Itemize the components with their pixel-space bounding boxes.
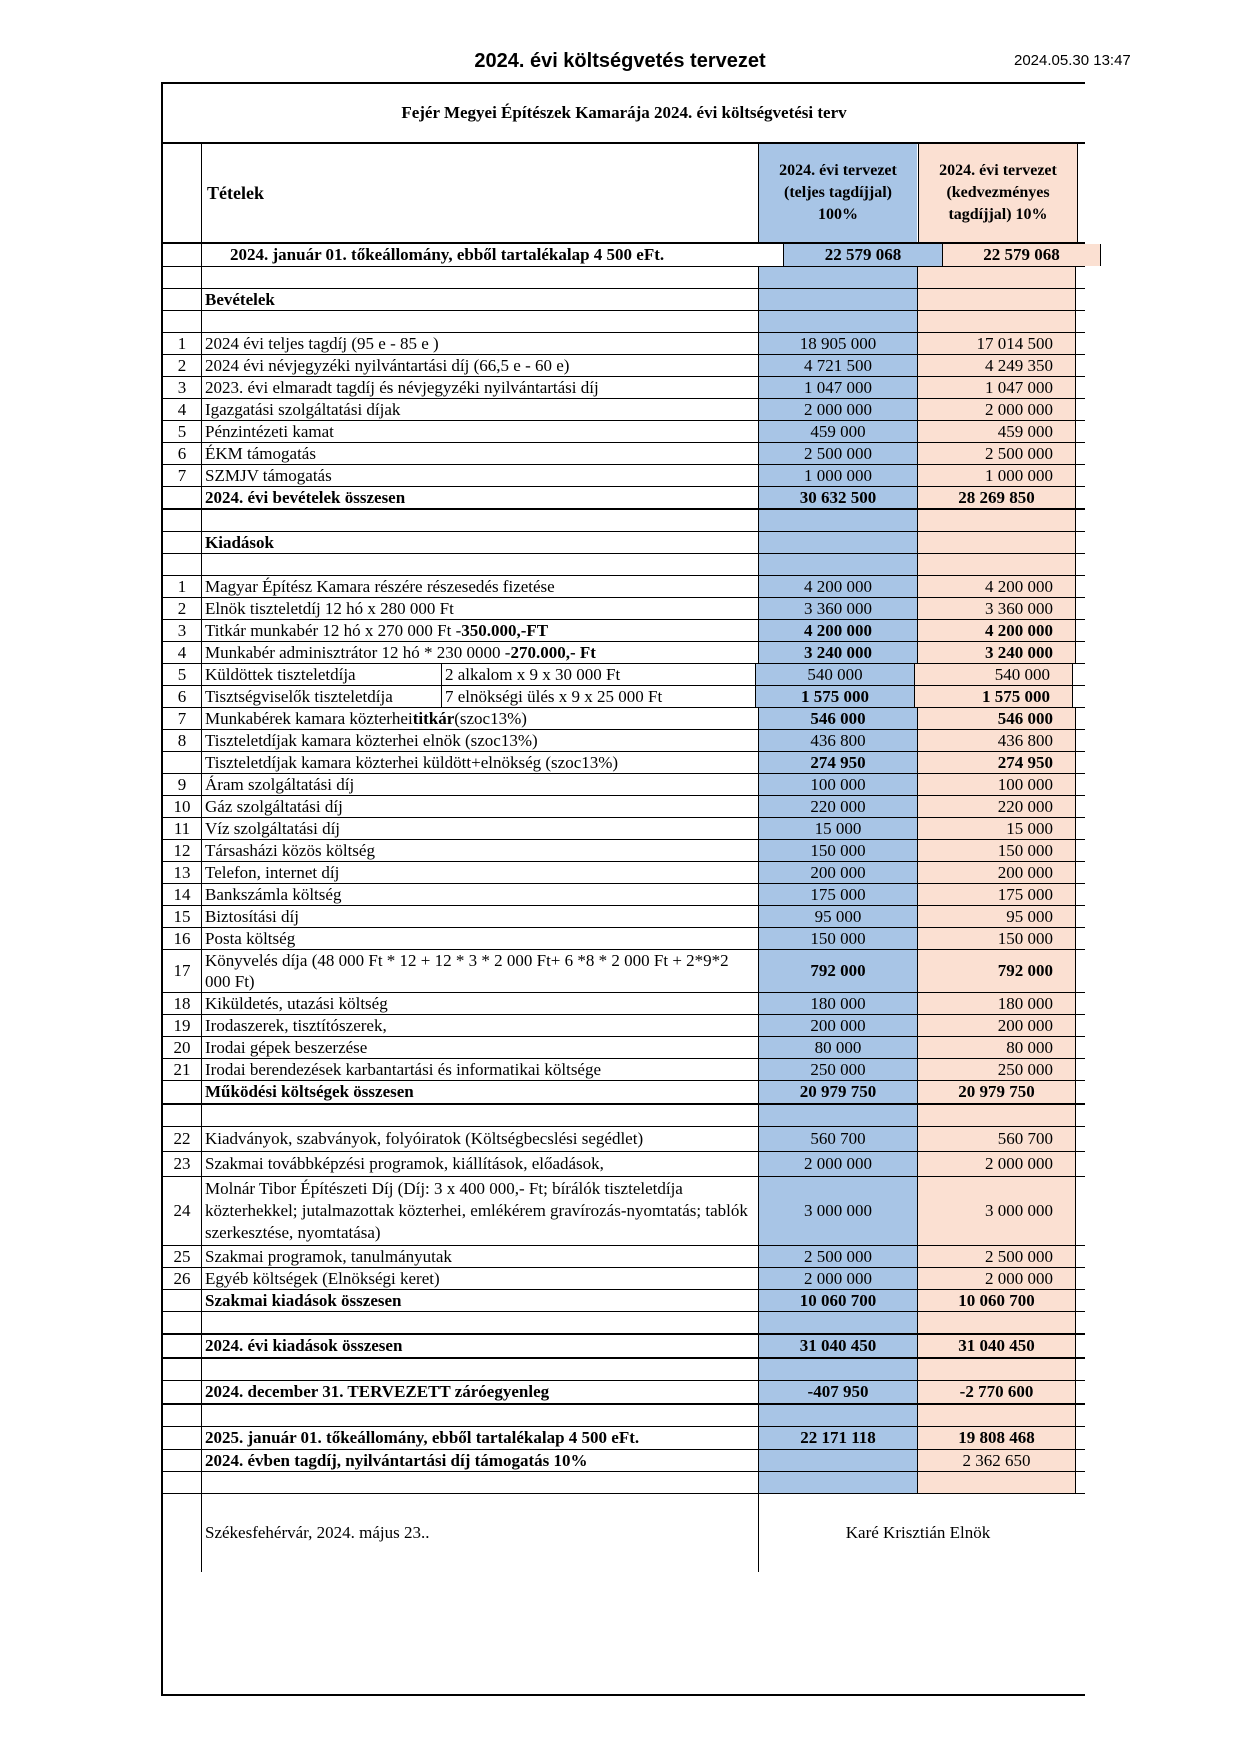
value-discount: 175 000	[918, 884, 1076, 905]
value-full	[759, 532, 918, 553]
row-number: 5	[163, 421, 202, 442]
row-label-detail: 7 elnökségi ülés x 9 x 25 000 Ft	[445, 686, 663, 706]
row-label	[202, 664, 756, 685]
row-number	[163, 1359, 202, 1380]
row-label: Víz szolgáltatási díj	[202, 818, 759, 839]
value-full: 250 000	[759, 1059, 918, 1080]
value-full: 10 060 700	[759, 1290, 918, 1311]
row-number: 12	[163, 840, 202, 861]
value-full: 3 360 000	[759, 598, 918, 619]
row-label-bold: titkár	[412, 708, 455, 728]
value-discount: 200 000	[918, 862, 1076, 883]
row-number: 17	[163, 950, 202, 992]
value-full: 459 000	[759, 421, 918, 442]
value-discount: 22 579 068	[943, 244, 1101, 266]
table-row	[163, 1015, 1085, 1037]
table-row	[163, 906, 1085, 928]
value-full: 2 500 000	[759, 443, 918, 464]
table-row	[163, 333, 1085, 355]
header-num-cell	[163, 144, 202, 242]
row-number: 2	[163, 355, 202, 376]
value-full: 150 000	[759, 928, 918, 949]
row-number	[163, 1405, 202, 1426]
row-label: ÉKM támogatás	[202, 443, 759, 464]
value-discount: 19 808 468	[918, 1427, 1076, 1449]
value-discount	[918, 1312, 1076, 1333]
table-row	[163, 950, 1085, 993]
value-discount: 10 060 700	[918, 1290, 1076, 1311]
blank-row	[163, 1312, 1085, 1335]
value-full: 1 047 000	[759, 377, 918, 398]
value-full: 200 000	[759, 862, 918, 883]
row-label: Molnár Tibor Építészeti Díj (Díj: 3 x 400 000,- Ft; bírálók tiszteletdíja közterhekkel; jutalmazottak közterhei, emlékérem gravírozás-nyomtatás; tablók szerkesztése, nyomtatása)	[202, 1177, 759, 1245]
table-row	[163, 1268, 1085, 1290]
value-full: -407 950	[759, 1381, 918, 1403]
table-row	[163, 399, 1085, 421]
row-label: 2024. évben tagdíj, nyilvántartási díj támogatás 10%	[202, 1450, 759, 1471]
value-discount: 1 575 000	[915, 686, 1073, 707]
header-col-full: 2024. évi tervezet (teljes tagdíjjal) 100%	[758, 144, 917, 242]
row-label: Bankszámla költség	[202, 884, 759, 905]
value-discount	[918, 289, 1076, 310]
value-full: 4 200 000	[759, 576, 918, 597]
value-discount: 3 240 000	[918, 642, 1076, 663]
value-discount: 28 269 850	[918, 487, 1076, 508]
value-full: 95 000	[759, 906, 918, 927]
value-discount: 20 979 750	[918, 1081, 1076, 1103]
table-row	[163, 840, 1085, 862]
value-discount: 546 000	[918, 708, 1076, 729]
row-number: 15	[163, 906, 202, 927]
row-number: 26	[163, 1268, 202, 1289]
value-full: 22 171 118	[759, 1427, 918, 1449]
value-full: 436 800	[759, 730, 918, 751]
value-full	[759, 289, 918, 310]
value-discount: 150 000	[918, 928, 1076, 949]
row-label-bold: 270.000,- Ft	[510, 642, 596, 662]
row-number: 6	[163, 443, 202, 464]
page-title: 2024. évi költségvetés tervezet	[474, 50, 766, 72]
row-number	[163, 1381, 202, 1403]
row-label: Kiküldetés, utazási költség	[202, 993, 759, 1014]
value-discount	[918, 532, 1076, 553]
row-number	[163, 1472, 202, 1493]
place-date: Székesfehérvár, 2024. május 23..	[202, 1494, 759, 1572]
row-number: 9	[163, 774, 202, 795]
value-full: 274 950	[759, 752, 918, 773]
row-label: Irodai berendezések karbantartási és informatikai költsége	[202, 1059, 759, 1080]
print-timestamp: 2024.05.30 13:47	[1014, 52, 1131, 69]
table-row	[163, 1127, 1085, 1152]
income-total-row	[163, 487, 1085, 510]
value-full: 15 000	[759, 818, 918, 839]
row-label: 2024. december 31. TERVEZETT záróegyenleg	[202, 1381, 759, 1403]
row-number	[163, 532, 202, 553]
row-label: Tiszteletdíjak kamara közterhei küldött+elnökség (szoc13%)	[202, 752, 759, 773]
row-number: 3	[163, 620, 202, 641]
value-discount: 2 500 000	[918, 1246, 1076, 1267]
table-row	[163, 862, 1085, 884]
table-row	[163, 1246, 1085, 1268]
value-discount	[918, 1405, 1076, 1426]
value-full: 3 000 000	[759, 1177, 918, 1245]
row-label-main: Tisztségviselők tiszteletdíja	[202, 686, 442, 707]
value-full: 560 700	[759, 1127, 918, 1151]
value-full: 2 000 000	[759, 1268, 918, 1289]
row-label-bold: 350.000,-FT	[461, 620, 549, 640]
row-number: 20	[163, 1037, 202, 1058]
row-number	[163, 1335, 202, 1357]
value-discount: 1 000 000	[918, 465, 1076, 486]
blank-row	[163, 1472, 1085, 1494]
row-label: Áram szolgáltatási díj	[202, 774, 759, 795]
row-label: Társasházi közös költség	[202, 840, 759, 861]
row-number	[163, 1105, 202, 1126]
value-full: 200 000	[759, 1015, 918, 1036]
table-row	[163, 1152, 1085, 1177]
row-label	[202, 554, 759, 575]
value-full	[759, 1312, 918, 1333]
table-row	[163, 620, 1085, 642]
blank-row	[163, 311, 1085, 333]
opening-balance-row	[163, 244, 1085, 267]
value-full: 175 000	[759, 884, 918, 905]
row-number: 18	[163, 993, 202, 1014]
footer-num-cell	[163, 1494, 202, 1572]
row-label: 2024. évi kiadások összesen	[202, 1335, 759, 1357]
value-full: 540 000	[756, 664, 915, 685]
value-discount	[918, 1472, 1076, 1493]
value-discount: 459 000	[918, 421, 1076, 442]
row-label: Könyvelés díja (48 000 Ft * 12 + 12 * 3 * 2 000 Ft+ 6 *8 * 2 000 Ft + 2*9*2 000 Ft)	[202, 950, 759, 992]
value-discount: 2 362 650	[918, 1450, 1076, 1471]
row-number: 23	[163, 1152, 202, 1176]
row-label: 2025. január 01. tőkeállomány, ebből tartalékalap 4 500 eFt.	[202, 1427, 759, 1449]
row-number	[163, 510, 202, 531]
section-heading-income	[163, 289, 1085, 311]
org-title: Fejér Megyei Építészek Kamarája 2024. évi költségvetési terv	[163, 84, 1085, 144]
signature: Karé Krisztián Elnök	[845, 1523, 991, 1542]
row-number: 1	[163, 333, 202, 354]
row-number: 24	[163, 1177, 202, 1245]
row-number: 8	[163, 730, 202, 751]
expense-total-row	[163, 1335, 1085, 1359]
value-full	[759, 1359, 918, 1380]
budget-sheet	[161, 82, 1085, 1696]
table-row	[163, 752, 1085, 774]
value-full: 100 000	[759, 774, 918, 795]
row-number	[163, 1450, 202, 1471]
value-discount	[918, 1359, 1076, 1380]
value-discount: 274 950	[918, 752, 1076, 773]
row-label	[202, 1105, 759, 1126]
row-label	[202, 267, 759, 288]
table-row	[163, 421, 1085, 443]
value-full	[759, 311, 918, 332]
value-discount: 220 000	[918, 796, 1076, 817]
row-label: Működési költségek összesen	[202, 1081, 759, 1103]
value-discount: 4 249 350	[918, 355, 1076, 376]
row-label: Titkár munkabér 12 hó x 270 000 Ft - 350.000,-FT	[202, 620, 759, 641]
table-row	[163, 355, 1085, 377]
budget-table-body	[163, 242, 1085, 1572]
table-row	[163, 818, 1085, 840]
value-full	[759, 1450, 918, 1471]
value-full: 4 721 500	[759, 355, 918, 376]
row-number: 10	[163, 796, 202, 817]
header-items-label: Tételek	[207, 183, 264, 203]
value-full: 220 000	[759, 796, 918, 817]
row-label: 2024 évi teljes tagdíj (95 e - 85 e )	[202, 333, 759, 354]
row-label	[202, 510, 759, 531]
value-discount: 200 000	[918, 1015, 1076, 1036]
table-row	[163, 774, 1085, 796]
value-full: 2 000 000	[759, 399, 918, 420]
value-discount: 2 000 000	[918, 1268, 1076, 1289]
value-full	[759, 554, 918, 575]
value-discount: 17 014 500	[918, 333, 1076, 354]
value-discount: 180 000	[918, 993, 1076, 1014]
row-label: Kiadások	[202, 532, 759, 553]
row-number: 6	[163, 686, 202, 707]
row-label: Szakmai programok, tanulmányutak	[202, 1246, 759, 1267]
blank-row	[163, 267, 1085, 289]
row-number: 4	[163, 642, 202, 663]
support-row	[163, 1450, 1085, 1472]
blank-row	[163, 1105, 1085, 1127]
table-row	[163, 576, 1085, 598]
row-label: Telefon, internet díj	[202, 862, 759, 883]
row-label: Bevételek	[202, 289, 759, 310]
value-discount: 3 360 000	[918, 598, 1076, 619]
table-row	[163, 642, 1085, 664]
row-number: 21	[163, 1059, 202, 1080]
value-full: 792 000	[759, 950, 918, 992]
value-discount	[918, 311, 1076, 332]
row-number: 22	[163, 1127, 202, 1151]
row-label: Pénzintézeti kamat	[202, 421, 759, 442]
row-number: 19	[163, 1015, 202, 1036]
row-number: 13	[163, 862, 202, 883]
table-row	[163, 993, 1085, 1015]
value-full	[759, 510, 918, 531]
value-discount	[918, 554, 1076, 575]
value-full: 2 500 000	[759, 1246, 918, 1267]
row-label: 2024 évi névjegyzéki nyilvántartási díj (66,5 e - 60 e)	[202, 355, 759, 376]
value-full: 180 000	[759, 993, 918, 1014]
row-number: 16	[163, 928, 202, 949]
row-number	[163, 267, 202, 288]
value-discount: 150 000	[918, 840, 1076, 861]
row-number: 5	[163, 664, 202, 685]
table-row	[163, 1177, 1085, 1246]
row-label	[202, 1405, 759, 1426]
row-number: 7	[163, 708, 202, 729]
row-label: Munkabér adminisztrátor 12 hó * 230 0000 - 270.000,- Ft	[202, 642, 759, 663]
value-discount: 4 200 000	[918, 576, 1076, 597]
value-full: 30 632 500	[759, 487, 918, 508]
row-label: Irodaszerek, tisztítószerek,	[202, 1015, 759, 1036]
value-discount: 100 000	[918, 774, 1076, 795]
blank-row	[163, 1359, 1085, 1381]
closing-balance-row	[163, 1381, 1085, 1405]
value-discount: 3 000 000	[918, 1177, 1076, 1245]
row-label: SZMJV támogatás	[202, 465, 759, 486]
row-label-main: Küldöttek tiszteletdíja	[202, 664, 442, 685]
value-discount: 792 000	[918, 950, 1076, 992]
row-label: Biztosítási díj	[202, 906, 759, 927]
value-full	[759, 1405, 918, 1426]
row-number	[163, 1312, 202, 1333]
row-number: 25	[163, 1246, 202, 1267]
table-row	[163, 686, 1085, 708]
value-full: 18 905 000	[759, 333, 918, 354]
row-label: Igazgatási szolgáltatási díjak	[202, 399, 759, 420]
value-discount: 1 047 000	[918, 377, 1076, 398]
row-label: Kiadványok, szabványok, folyóiratok (Költségbecslési segédlet)	[202, 1127, 759, 1151]
value-discount	[918, 1105, 1076, 1126]
table-row	[163, 377, 1085, 399]
value-full	[759, 1472, 918, 1493]
value-full: 546 000	[759, 708, 918, 729]
value-discount	[918, 267, 1076, 288]
row-label	[202, 1472, 759, 1493]
section-heading-expenses	[163, 532, 1085, 554]
table-row	[163, 928, 1085, 950]
operating-total-row	[163, 1081, 1085, 1105]
row-number	[163, 311, 202, 332]
value-discount: 2 000 000	[918, 399, 1076, 420]
row-label	[202, 686, 756, 707]
row-number: 14	[163, 884, 202, 905]
table-row	[163, 1037, 1085, 1059]
blank-row	[163, 554, 1085, 576]
value-full: 1 575 000	[756, 686, 915, 707]
row-number: 2	[163, 598, 202, 619]
row-number	[163, 289, 202, 310]
row-label	[202, 1312, 759, 1333]
value-discount: 560 700	[918, 1127, 1076, 1151]
row-label: Elnök tiszteletdíj 12 hó x 280 000 Ft	[202, 598, 759, 619]
table-row	[163, 708, 1085, 730]
row-label: 2023. évi elmaradt tagdíj és névjegyzéki nyilvántartási díj	[202, 377, 759, 398]
value-discount: 2 000 000	[918, 1152, 1076, 1176]
table-row	[163, 884, 1085, 906]
value-full: 80 000	[759, 1037, 918, 1058]
row-label: Szakmai kiadások összesen	[202, 1290, 759, 1311]
row-label: Gáz szolgáltatási díj	[202, 796, 759, 817]
row-number	[163, 554, 202, 575]
value-discount: -2 770 600	[918, 1381, 1076, 1403]
value-full: 4 200 000	[759, 620, 918, 641]
row-number: 1	[163, 576, 202, 597]
row-label: Szakmai továbbképzési programok, kiállítások, előadások,	[202, 1152, 759, 1176]
table-row	[163, 443, 1085, 465]
row-number	[163, 244, 202, 266]
row-number: 11	[163, 818, 202, 839]
table-row	[163, 465, 1085, 487]
value-full	[759, 1105, 918, 1126]
footer-row	[163, 1494, 1085, 1572]
row-label: Irodai gépek beszerzése	[202, 1037, 759, 1058]
row-label: 2024. évi bevételek összesen	[202, 487, 759, 508]
value-discount: 95 000	[918, 906, 1076, 927]
row-label	[202, 1359, 759, 1380]
blank-row	[163, 1405, 1085, 1427]
table-row	[163, 1059, 1085, 1081]
table-row	[163, 664, 1085, 686]
row-number	[163, 487, 202, 508]
row-number	[163, 1290, 202, 1311]
value-full: 3 240 000	[759, 642, 918, 663]
value-discount: 80 000	[918, 1037, 1076, 1058]
value-full: 20 979 750	[759, 1081, 918, 1103]
row-label-detail: 2 alkalom x 9 x 30 000 Ft	[445, 664, 621, 684]
next-year-balance-row	[163, 1427, 1085, 1450]
value-full: 150 000	[759, 840, 918, 861]
value-discount: 250 000	[918, 1059, 1076, 1080]
value-discount: 2 500 000	[918, 443, 1076, 464]
table-row	[163, 598, 1085, 620]
value-discount: 540 000	[915, 664, 1073, 685]
row-number: 4	[163, 399, 202, 420]
blank-row	[163, 510, 1085, 532]
row-number	[163, 1081, 202, 1103]
row-number: 3	[163, 377, 202, 398]
row-number	[163, 752, 202, 773]
value-discount: 15 000	[918, 818, 1076, 839]
value-discount: 4 200 000	[918, 620, 1076, 641]
row-label: Munkabérek kamara közterhei titkár (szoc13%)	[202, 708, 759, 729]
value-full: 1 000 000	[759, 465, 918, 486]
table-row	[163, 796, 1085, 818]
row-label: Magyar Építész Kamara részére részesedés fizetése	[202, 576, 759, 597]
value-discount: 436 800	[918, 730, 1076, 751]
value-full: 22 579 068	[784, 244, 943, 266]
row-label: Posta költség	[202, 928, 759, 949]
professional-total-row	[163, 1290, 1085, 1312]
value-full: 31 040 450	[759, 1335, 918, 1357]
row-label: Tiszteletdíjak kamara közterhei elnök (szoc13%)	[202, 730, 759, 751]
value-full	[759, 267, 918, 288]
row-number	[163, 1427, 202, 1449]
row-number: 7	[163, 465, 202, 486]
row-label: 2024. január 01. tőkeállomány, ebből tartalékalap 4 500 eFt.	[202, 244, 784, 266]
row-label	[202, 311, 759, 332]
value-full: 2 000 000	[759, 1152, 918, 1176]
row-label: Egyéb költségek (Elnökségi keret)	[202, 1268, 759, 1289]
table-row	[163, 730, 1085, 752]
header-col-discount: 2024. évi tervezet (kedvezményes tagdíjjal) 10%	[918, 144, 1078, 242]
value-discount	[918, 510, 1076, 531]
value-discount: 31 040 450	[918, 1335, 1076, 1357]
